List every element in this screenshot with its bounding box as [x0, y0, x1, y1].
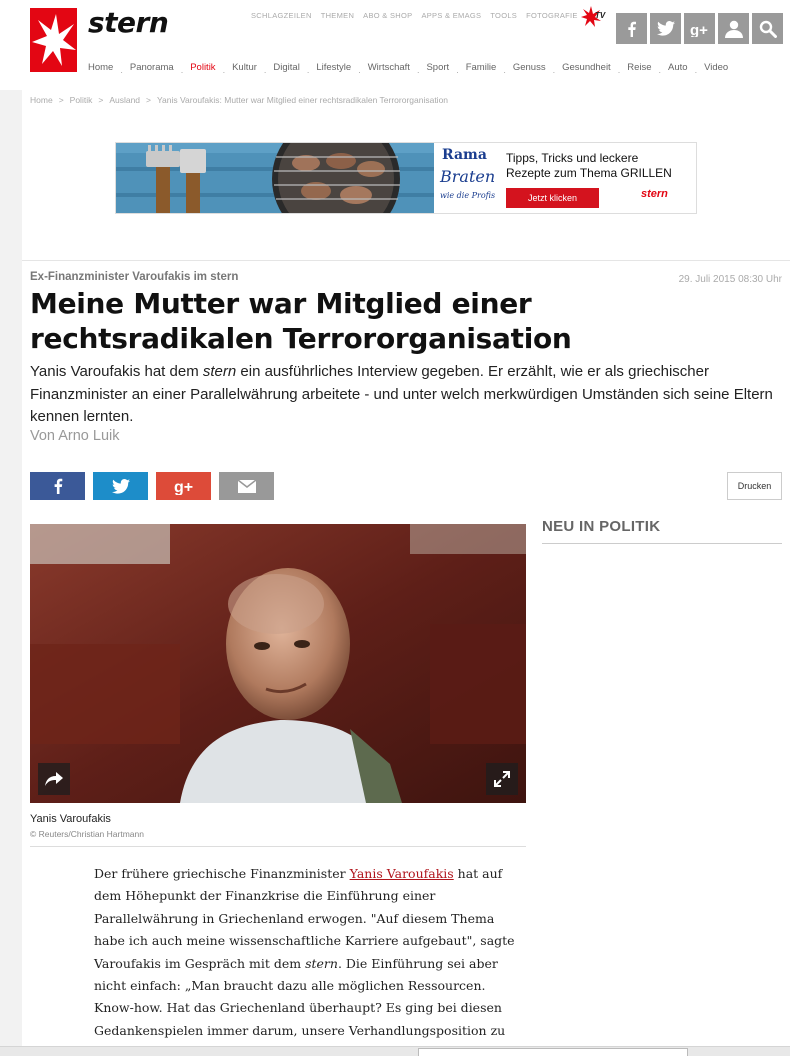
print-button[interactable]: Drucken: [727, 472, 782, 500]
twitter-icon: [112, 479, 130, 494]
google-plus-button[interactable]: [684, 13, 715, 44]
ad-text-panel: [434, 143, 697, 214]
svg-text:g+: g+: [173, 479, 193, 495]
email-icon: [238, 480, 256, 493]
twitter-share-button[interactable]: [93, 472, 148, 500]
email-share-button[interactable]: [219, 472, 274, 500]
breadcrumb-separator: >: [98, 95, 104, 105]
divider: [22, 260, 790, 261]
ad-tagline-2: wie die Profis: [440, 191, 496, 200]
facebook-button[interactable]: [616, 13, 647, 44]
user-icon: [725, 20, 743, 38]
twitter-button[interactable]: [650, 13, 681, 44]
article-author[interactable]: Von Arno Luik: [30, 428, 120, 444]
google-plus-icon: [690, 21, 710, 37]
breadcrumb-separator: >: [58, 95, 64, 105]
article-body: Der frühere griechische Finanzminister Yanis Varoufakis hat auf dem Höhepunkt der Finanzkrise die Einführung einer Parallelwährung in Griechenland erwogen. "Auf diesem Thema habe ich auch meine wissenschaftliche Karriere aufgebaut", sagte Varoufakis im Gespräch mit dem stern. Die Einführung sei aber nicht einfach: „Man braucht dazu alle möglichen Ressourcen. Know-how. Hat das Griechenland überhaupt? Es ging bei diesen Gedankenspielen immer darum, unsere Verhandlungsposition zu: [94, 866, 515, 1038]
nav-wirtschaft[interactable]: Wirtschaft: [367, 62, 410, 73]
facebook-icon: [53, 478, 63, 494]
topnav-schlagzeilen[interactable]: SCHLAGZEILEN: [251, 11, 312, 20]
nav-gesundheit[interactable]: Gesundheit: [562, 62, 611, 73]
divider: [542, 543, 782, 544]
search-button[interactable]: [752, 13, 783, 44]
stern-logo[interactable]: [30, 8, 77, 72]
ad-brand: Rama: [442, 147, 487, 163]
photo-caption: Yanis Varoufakis: [30, 813, 111, 825]
article-kicker: Ex-Finanzminister Varoufakis im stern: [30, 271, 239, 283]
nav-genuss[interactable]: Genuss: [512, 62, 546, 73]
photo-credit: © Reuters/Christian Hartmann: [30, 829, 144, 839]
breadcrumb-politik[interactable]: Politik: [69, 95, 93, 105]
nav-sport[interactable]: Sport: [426, 62, 450, 73]
google-plus-share-button[interactable]: [156, 472, 211, 500]
fullscreen-button[interactable]: [486, 763, 518, 795]
ad-cta-button[interactable]: Jetzt klicken: [506, 188, 599, 208]
facebook-share-button[interactable]: [30, 472, 85, 500]
expand-icon: [494, 771, 510, 787]
nav-reise[interactable]: Reise: [627, 62, 652, 73]
star-icon: [30, 8, 77, 72]
search-icon: [759, 20, 777, 38]
user-button[interactable]: [718, 13, 749, 44]
breadcrumb: [30, 95, 448, 105]
topnav-abo-shop[interactable]: ABO & SHOP: [363, 11, 413, 20]
nav-digital[interactable]: Digital: [273, 62, 300, 73]
top-navigation: [251, 11, 578, 20]
header-icon-buttons: [616, 13, 783, 44]
nav-kultur[interactable]: Kultur: [232, 62, 257, 73]
ad-banner[interactable]: [115, 142, 697, 214]
sidebar-title[interactable]: NEU IN POLITIK: [542, 518, 661, 535]
article-teaser: Yanis Varoufakis hat dem stern ein ausführliches Interview gegeben. Er erzählt, wie er als griechischer Finanzminister an einer Parallelwährung arbeitete - und unter welch merkwürdigen Umständen sich seine Eltern kennen lernten.: [30, 363, 773, 425]
nav-politik[interactable]: Politik: [190, 62, 216, 73]
nav-familie[interactable]: Familie: [465, 62, 497, 73]
stern-tv-logo[interactable]: [581, 5, 607, 34]
article-photo[interactable]: [30, 524, 526, 803]
nav-video[interactable]: Video: [704, 62, 729, 73]
nav-home[interactable]: Home: [88, 62, 114, 73]
ad-tagline: Braten: [440, 167, 496, 186]
stern-wordmark[interactable]: stern: [88, 6, 169, 39]
nav-auto[interactable]: Auto: [668, 62, 688, 73]
stern-tv-icon: [581, 5, 607, 29]
topnav-fotografie[interactable]: FOTOGRAFIE: [526, 11, 578, 20]
facebook-icon: [625, 21, 639, 37]
breadcrumb-home[interactable]: Home: [30, 95, 53, 105]
tv-label: TV: [595, 11, 606, 20]
share-bar: [30, 472, 274, 500]
topnav-tools[interactable]: TOOLS: [490, 11, 518, 20]
svg-text:g+: g+: [689, 21, 708, 37]
site-header: [0, 0, 790, 90]
share-photo-button[interactable]: [38, 763, 70, 795]
breadcrumb-current: Yanis Varoufakis: Mutter war Mitglied einer rechtsradikalen Terrororganisation: [157, 95, 449, 105]
nav-lifestyle[interactable]: Lifestyle: [316, 62, 352, 73]
share-arrow-icon: [45, 772, 63, 786]
divider: [30, 846, 526, 847]
article-headline: Meine Mutter war Mitglied einer rechtsradikalen Terrororganisation: [30, 287, 572, 355]
google-plus-icon: [173, 477, 195, 495]
breadcrumb-ausland[interactable]: Ausland: [109, 95, 141, 105]
ad-image-grill: [116, 143, 434, 214]
topnav-themen[interactable]: THEMEN: [320, 11, 355, 20]
photo-varoufakis: [30, 524, 526, 803]
ad-headline: Tipps, Tricks und leckere Rezepte zum Thema GRILLEN: [506, 151, 672, 180]
nav-panorama[interactable]: Panorama: [129, 62, 174, 73]
breadcrumb-separator: >: [146, 95, 151, 105]
article-date: 29. Juli 2015 08:30 Uhr: [678, 274, 782, 285]
topnav-apps-emags[interactable]: APPS & EMAGS: [421, 11, 482, 20]
bottom-widget[interactable]: [418, 1048, 688, 1056]
varoufakis-link[interactable]: Yanis Varoufakis: [349, 866, 454, 881]
ad-partner-logo: stern: [641, 188, 668, 200]
twitter-icon: [657, 21, 675, 36]
main-navigation: Home . Panorama . Politik . Kultur . Digital . Lifestyle . Wirtschaft . Sport . Familie . Genuss . Gesundheit . Reise . Auto . Video: [88, 62, 729, 75]
